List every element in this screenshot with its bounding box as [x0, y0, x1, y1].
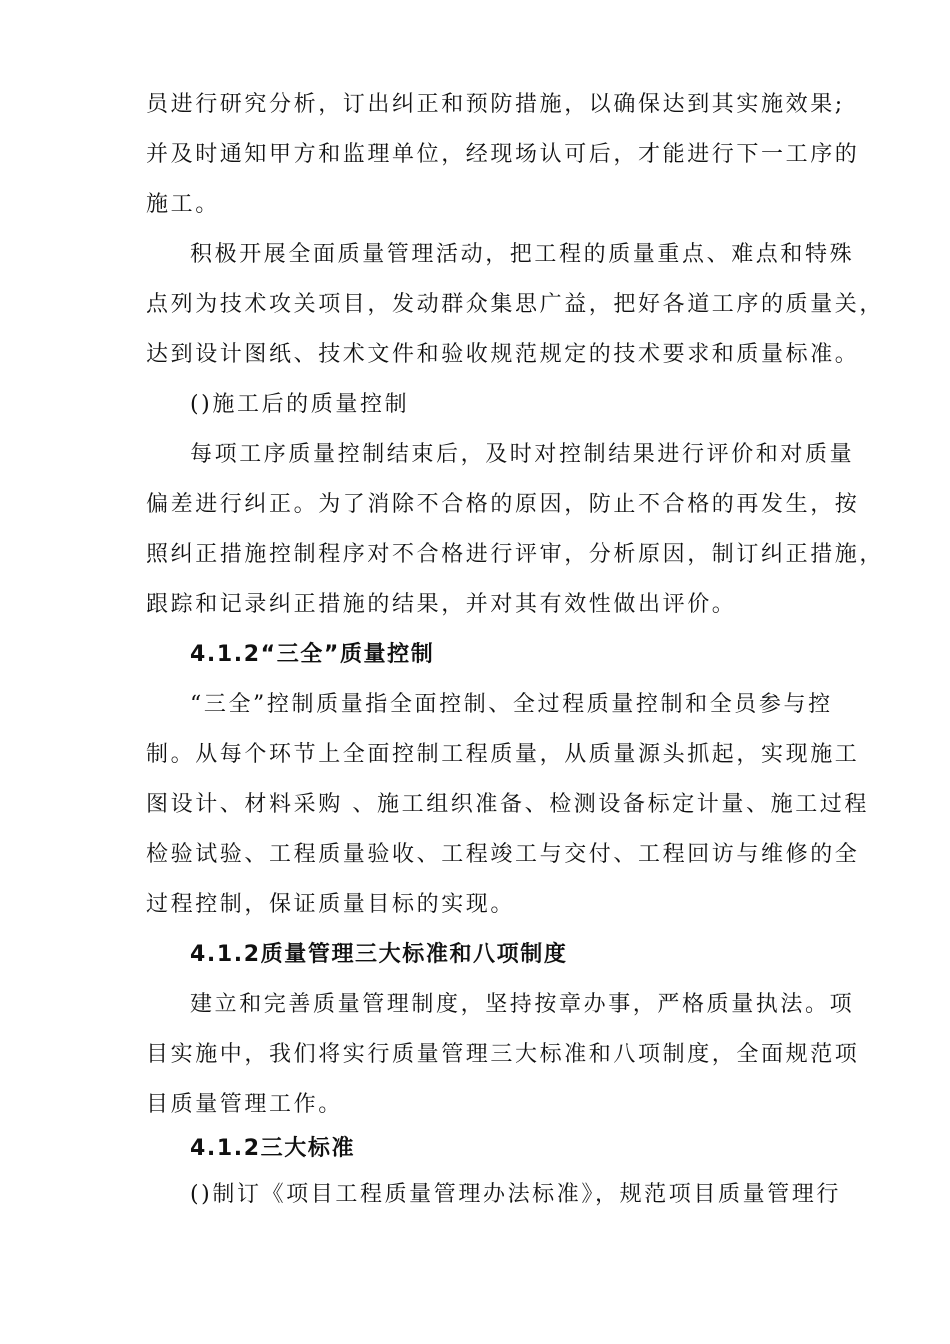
paragraph-line: ()制订《项目工程质量管理办法标准》，规范项目质量管理行: [190, 1182, 841, 1207]
section-heading: 4.1.2质量管理三大标准和八项制度: [190, 942, 568, 967]
paragraph-line: 积极开展全面质量管理活动，把工程的质量重点、难点和特殊: [190, 242, 855, 267]
paragraph-line: 员进行研究分析，订出纠正和预防措施，以确保达到其实施效果;: [146, 92, 845, 117]
paragraph-line: 每项工序质量控制结束后，及时对控制结果进行评价和对质量: [190, 442, 855, 467]
paragraph-line: 达到设计图纸、技术文件和验收规范规定的技术要求和质量标准。: [146, 342, 860, 367]
paragraph-line: 并及时通知甲方和监理单位，经现场认可后，才能进行下一工序的: [146, 142, 860, 167]
paragraph-line: 照纠正措施控制程序对不合格进行评审，分析原因，制订纠正措施，: [146, 542, 885, 567]
section-heading: 4.1.2“三全”质量控制: [190, 642, 435, 667]
paragraph-line: “三全”控制质量指全面控制、全过程质量控制和全员参与控: [190, 692, 833, 717]
paragraph-line: 制。从每个环节上全面控制工程质量，从质量源头抓起，实现施工: [146, 742, 860, 767]
subsection-label: ()施工后的质量控制: [190, 392, 410, 417]
paragraph-line: 偏差进行纠正。为了消除不合格的原因，防止不合格的再发生，按: [146, 492, 860, 517]
paragraph-line: 目质量管理工作。: [146, 1092, 343, 1117]
paragraph-line: 跟踪和记录纠正措施的结果，并对其有效性做出评价。: [146, 592, 737, 617]
paragraph-line: 目实施中，我们将实行质量管理三大标准和八项制度，全面规范项: [146, 1042, 860, 1067]
section-heading: 4.1.2三大标准: [190, 1136, 356, 1161]
paragraph-line: 检验试验、工程质量验收、工程竣工与交付、工程回访与维修的全: [146, 842, 860, 867]
paragraph-line: 施工。: [146, 192, 220, 217]
paragraph-line: 过程控制，保证质量目标的实现。: [146, 892, 516, 917]
paragraph-line: 建立和完善质量管理制度，坚持按章办事，严格质量执法。项: [190, 992, 855, 1017]
paragraph-line: 点列为技术攻关项目，发动群众集思广益，把好各道工序的质量关，: [146, 292, 885, 317]
paragraph-line: 图设计、材料采购 、施工组织准备、检测设备标定计量、施工过程: [146, 792, 869, 817]
